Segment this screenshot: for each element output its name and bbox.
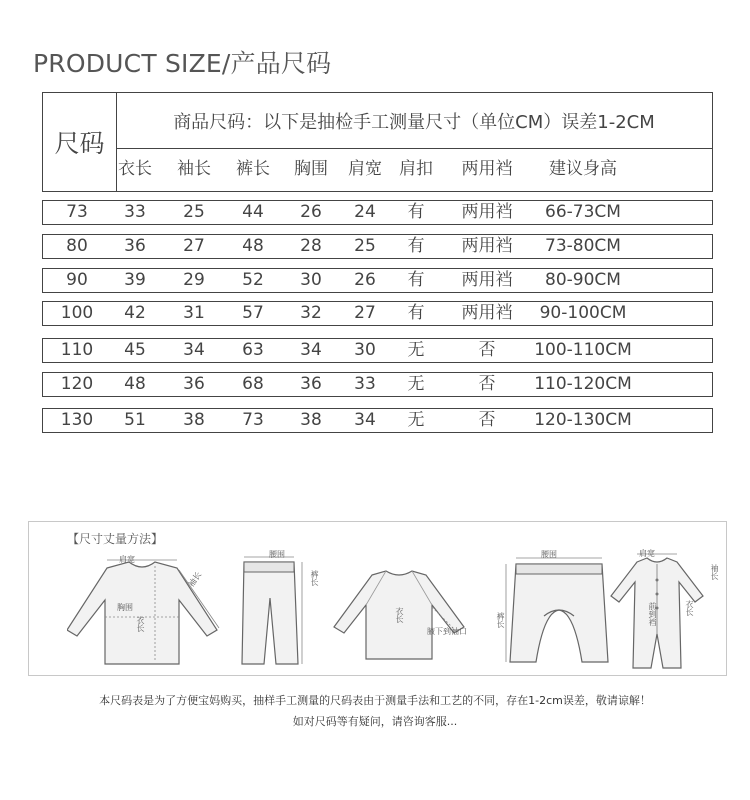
table-cell: 36	[183, 374, 205, 394]
top-garment-icon	[67, 552, 237, 667]
label-waist: 腰围	[269, 550, 285, 559]
table-cell: 无	[407, 410, 425, 430]
table-cell: 两用裆	[461, 303, 513, 323]
table-cell: 30	[300, 270, 322, 290]
page-title: PRODUCT SIZE/产品尺码	[33, 49, 332, 78]
table-row	[42, 268, 713, 293]
label-pants-length: 裤长	[310, 570, 319, 586]
table-cell: 34	[300, 340, 322, 360]
table-cell: 57	[242, 303, 264, 323]
table-cell: 两用裆	[461, 270, 513, 290]
table-cell: 27	[354, 303, 376, 323]
table-cell: 45	[124, 340, 146, 360]
table-cell: 36	[300, 374, 322, 394]
label-chest: 胸围	[117, 603, 133, 612]
column-header: 衣长	[118, 159, 152, 179]
contact-note: 如对尺码等有疑问，请咨询客服...	[292, 715, 458, 728]
table-row	[42, 234, 713, 259]
table-cell: 73	[242, 410, 264, 430]
table-cell: 否	[478, 374, 496, 394]
table-cell: 30	[354, 340, 376, 360]
table-cell: 25	[183, 202, 205, 222]
table-cell: 32	[300, 303, 322, 323]
table-cell: 48	[124, 374, 146, 394]
label-waist-2: 腰围	[541, 550, 557, 559]
size-cell: 120	[60, 374, 94, 394]
size-cell: 80	[66, 236, 88, 256]
table-cell: 两用裆	[461, 202, 513, 222]
table-cell: 38	[183, 410, 205, 430]
table-cell: 51	[124, 410, 146, 430]
column-header: 裤长	[236, 159, 270, 179]
table-description: 商品尺码：以下是抽检手工测量尺寸（单位CM）误差1-2CM	[116, 93, 712, 149]
label-sleeve-2: 袖长	[710, 564, 719, 580]
table-cell: 34	[354, 410, 376, 430]
table-cell: 有	[407, 270, 425, 290]
size-cell: 110	[60, 340, 94, 360]
column-headers	[116, 148, 712, 191]
column-header: 胸围	[294, 159, 328, 179]
table-cell: 34	[183, 340, 205, 360]
size-cell: 73	[66, 202, 88, 222]
table-row	[42, 338, 713, 363]
table-cell: 52	[242, 270, 264, 290]
table-cell: 25	[354, 236, 376, 256]
table-cell: 31	[183, 303, 205, 323]
disclaimer-note: 本尺码表是为了方便宝妈购买，抽样手工测量的尺码表由于测量手法和工艺的不同，存在1-2cm误差，敬请谅解！	[99, 694, 651, 707]
table-cell: 无	[407, 374, 425, 394]
crotch-pants-icon	[504, 552, 614, 667]
table-cell: 39	[124, 270, 146, 290]
table-cell: 有	[407, 202, 425, 222]
label-pants-length-2: 裤长	[496, 612, 505, 628]
table-cell: 100-110CM	[534, 340, 632, 360]
table-cell: 36	[124, 236, 146, 256]
label-length-3: 衣长	[685, 600, 694, 616]
table-cell: 90-100CM	[539, 303, 627, 323]
label-armpit: 腋下到袖口	[427, 627, 467, 636]
table-row	[42, 408, 713, 433]
size-cell: 100	[60, 303, 94, 323]
label-sleeve: 袖长	[186, 570, 204, 589]
table-cell: 两用裆	[461, 236, 513, 256]
label-front-crotch: 前到裆	[648, 602, 657, 626]
table-cell: 68	[242, 374, 264, 394]
table-cell: 66-73CM	[545, 202, 621, 222]
table-cell: 42	[124, 303, 146, 323]
table-cell: 38	[300, 410, 322, 430]
table-cell: 33	[124, 202, 146, 222]
column-header: 袖长	[177, 159, 211, 179]
table-cell: 44	[242, 202, 264, 222]
table-cell: 无	[407, 340, 425, 360]
table-cell: 26	[354, 270, 376, 290]
size-cell: 90	[66, 270, 88, 290]
size-table-header	[42, 92, 713, 192]
column-header: 两用裆	[461, 159, 513, 179]
table-cell: 80-90CM	[545, 270, 621, 290]
table-cell: 110-120CM	[534, 374, 632, 394]
table-row	[42, 301, 713, 326]
table-cell: 26	[300, 202, 322, 222]
table-cell: 否	[478, 410, 496, 430]
table-cell: 73-80CM	[545, 236, 621, 256]
size-cell: 130	[60, 410, 94, 430]
table-cell: 63	[242, 340, 264, 360]
label-shoulder-2: 肩宽	[639, 549, 655, 558]
table-cell: 48	[242, 236, 264, 256]
table-row	[42, 200, 713, 225]
table-cell: 29	[183, 270, 205, 290]
label-length: 衣长	[136, 616, 145, 632]
table-cell: 有	[407, 303, 425, 323]
size-header-cell: 尺码	[43, 93, 117, 191]
label-length-2: 衣长	[395, 607, 404, 623]
measurement-guide	[28, 521, 727, 676]
table-cell: 有	[407, 236, 425, 256]
measurement-guide-title: 【尺寸丈量方法】	[67, 532, 164, 546]
column-header: 建议身高	[549, 159, 617, 179]
column-header: 肩扣	[399, 159, 433, 179]
label-shoulder: 肩宽	[119, 555, 135, 564]
table-cell: 28	[300, 236, 322, 256]
column-header: 肩宽	[348, 159, 382, 179]
table-cell: 24	[354, 202, 376, 222]
pants-icon	[232, 552, 307, 670]
table-cell: 27	[183, 236, 205, 256]
table-cell: 33	[354, 374, 376, 394]
raglan-top-icon	[324, 567, 489, 662]
table-cell: 否	[478, 340, 496, 360]
table-cell: 120-130CM	[534, 410, 632, 430]
table-row	[42, 372, 713, 397]
